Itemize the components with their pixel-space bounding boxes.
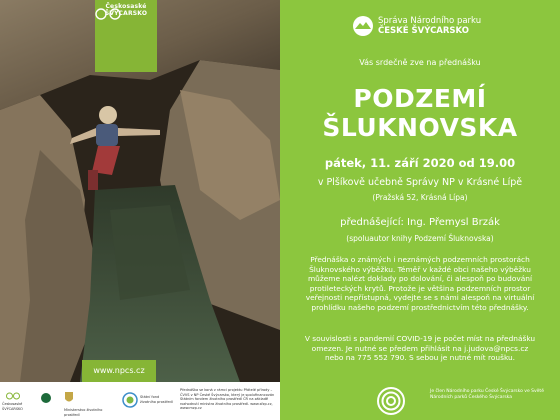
ceskosaske-logo: [95, 0, 157, 72]
sfzp-logo-icon: [122, 392, 138, 408]
lecture-title: [280, 84, 560, 142]
park-logo: [352, 15, 481, 37]
invite-text: Vás srdečně zve na přednášku: [359, 58, 481, 67]
lecturer-note: (spoluautor knihy Podzemí Šluknovska): [346, 234, 494, 243]
ministry-emblem-icon: [64, 391, 74, 405]
logo-circles-icon: [95, 8, 121, 20]
partner-logo2-text: Ministerstvo životního prostředí: [64, 408, 103, 417]
cave-photo: [0, 0, 280, 382]
lecturer: přednášející: Ing. Přemysl Brzák: [340, 217, 500, 228]
info-panel: [280, 0, 560, 382]
title-line2: ŠLUKNOVSKA: [322, 113, 518, 142]
partner-logo1-text: Českosaské ŠVÝCARSKO: [2, 402, 23, 411]
lecture-description: Přednáška o známých i neznámých podzemních prostorách Šluknovského výběžku. Téměř v každé obci našeho výběžku můžeme nalézt doklady po dolování, či alespoň po budování protileteckých krytů. Protože je většina podzemních prostor veřejnosti nepřístupná, vydejte se s námi alespoň na virtuální prohlídku našeho podzemí prostřednictvím této přednášky.: [305, 255, 535, 312]
website-link[interactable]: www.npcs.cz: [82, 360, 156, 382]
partner-logo3-text: Státní fond životního prostředí: [140, 395, 173, 404]
logo-text-line1: Českosaské: [105, 3, 147, 10]
partner-logo-circles-icon: [6, 392, 20, 400]
event-date: pátek, 11. září 2020 od 19.00: [324, 156, 516, 170]
national-park-icon: [352, 15, 374, 37]
park-name-line1: Správa Národního parku: [378, 16, 482, 26]
event-address: (Pražská 52, Krásná Lípa): [372, 193, 468, 202]
logo-text-line2: ŠVÝCARSKO: [104, 10, 148, 17]
event-place: v Plšíkově učebně Správy NP v Krásné Lípě: [317, 177, 523, 188]
covid-note: V souvislosti s pandemií COVID-19 je počet míst na přednášku omezen. Je nutné se předem přihlásit na j.judova@npcs.cz nebo na 775 552 790. S sebou je nutné mít roušku.: [304, 334, 536, 362]
partner-logo2-icon: [40, 392, 52, 404]
park-name-line2: ČESKÉ ŠVÝCARSKO: [378, 26, 469, 36]
footer-right-text: Je člen Národního parku České Švýcarsko ve Světě Národních parků Českého Švýcarska: [430, 389, 544, 400]
footer-partners: [0, 382, 280, 420]
rings-logo-icon: [376, 386, 406, 416]
footer-right: [280, 382, 560, 420]
footer-disclaimer: Přednáška se koná v rámci projektu Přátelé přírody – ČVVS v NP České Švýcarsko, který je spolufinancován Státním fondem životního prostředí ČR na základě rozhodnutí ministra životního prostředí. www.sfzp.cz, www.mzp.cz: [180, 388, 275, 410]
title-line1: PODZEMÍ: [353, 84, 487, 113]
